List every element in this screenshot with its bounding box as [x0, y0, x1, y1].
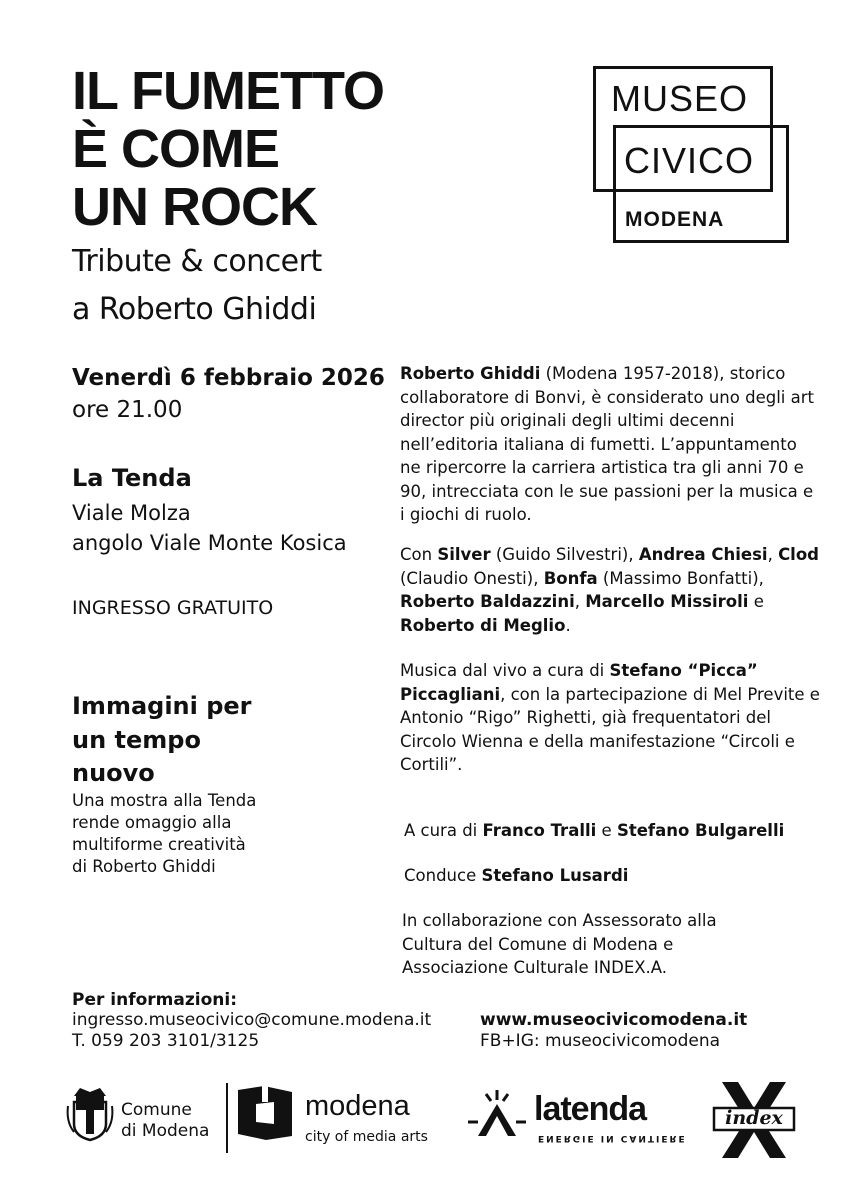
modena-tagline: city of media arts — [305, 1129, 428, 1145]
subtitle-line-2: a Roberto Ghiddi — [72, 292, 317, 327]
body-paragraph-1 — [400, 362, 820, 527]
modena-wordmark: modena — [305, 1090, 410, 1122]
latenda-tagline: ENERGIE IN CANTIERE — [538, 1133, 687, 1143]
title-line-3: UN ROCK — [72, 177, 317, 237]
event-address-2: angolo Viale Monte Kosica — [72, 531, 347, 555]
collaboration-text: In collaborazione con Assessorato alla Cultura del Comune di Modena e Associazione Culturale INDEX.A. — [402, 911, 717, 977]
exhibition-desc-2: rende omaggio alla — [72, 813, 232, 832]
event-date: Venerdì 6 febbraio 2026 — [72, 365, 385, 391]
body-paragraph-4 — [404, 819, 824, 843]
name-ghiddi: Roberto Ghiddi — [400, 364, 541, 383]
comune-name-1: Comune — [121, 1100, 192, 1120]
text-silver-real: (Guido Silvestri), — [490, 545, 639, 564]
exhibition-desc-4: di Roberto Ghiddi — [72, 857, 216, 876]
comune-crest-icon — [66, 1082, 114, 1144]
logo-line-2: CIVICO — [624, 140, 755, 181]
text-e-2: e — [596, 821, 617, 840]
body-paragraph-2 — [400, 543, 820, 637]
text-conduce: Conduce — [404, 866, 482, 885]
logo-line-1: MUSEO — [611, 78, 749, 119]
comune-name-2: di Modena — [121, 1121, 210, 1141]
name-piccagliani: Stefano “Picca” Piccagliani — [400, 661, 758, 704]
info-phone: T. 059 203 3101/3125 — [72, 1031, 260, 1051]
event-time: ore 21.00 — [72, 397, 183, 423]
exhibition-title-3: nuovo — [72, 759, 155, 787]
name-bonfa: Bonfa — [543, 568, 598, 588]
name-lusardi: Stefano Lusardi — [481, 866, 629, 885]
subtitle-line-1: Tribute & concert — [72, 244, 322, 279]
text-con: Con — [400, 545, 438, 564]
text-clod-real: (Claudio Onesti), — [400, 568, 544, 588]
index-wordmark: index — [725, 1107, 783, 1129]
name-silver: Silver — [437, 545, 491, 564]
exhibition-title-1: Immagini per — [72, 692, 252, 720]
name-baldazzini: Roberto Baldazzini — [400, 592, 575, 611]
body-paragraph-5 — [404, 864, 824, 888]
name-bulgarelli: Stefano Bulgarelli — [616, 821, 785, 840]
text-musica: Musica dal vivo a cura di — [400, 661, 610, 680]
text-a-cura: A cura di — [404, 821, 483, 840]
latenda-tent-icon — [466, 1086, 528, 1148]
title-line-2: È COME — [72, 119, 280, 179]
logo-line-3: MODENA — [625, 208, 725, 231]
info-social: FB+IG: museocivicomodena — [480, 1031, 721, 1051]
info-heading: Per informazioni: — [72, 990, 237, 1010]
title-line-1: IL FUMETTO — [72, 61, 384, 121]
body-paragraph-6 — [402, 909, 742, 980]
name-chiesi: Andrea Chiesi — [638, 545, 768, 564]
name-clod: Clod — [778, 545, 819, 564]
text-bonfa-real: (Massimo Bonfatti), — [597, 568, 764, 588]
sponsor-divider — [226, 1083, 228, 1153]
event-address-1: Viale Molza — [72, 501, 191, 525]
text-musica-rest: , con la partecipazione di Mel Previte e Antonio “Rigo” Righetti, già frequentatori del Circolo Wienna e della manifestazione “Circoli e Cortili”. — [400, 684, 820, 774]
text-e: e — [748, 592, 764, 611]
name-meglio: Roberto di Meglio — [400, 615, 566, 635]
info-email[interactable]: ingresso.museocivico@comune.modena.it — [72, 1010, 432, 1030]
exhibition-desc-1: Una mostra alla Tenda — [72, 791, 257, 810]
exhibition-title-2: un tempo — [72, 726, 201, 754]
text-comma: , — [767, 545, 779, 564]
text-comma-2: , — [574, 592, 586, 611]
modena-mark-icon — [236, 1084, 294, 1142]
text-dot: . — [565, 615, 571, 635]
exhibition-desc-3: multiforme creatività — [72, 835, 246, 854]
name-missiroli: Marcello Missiroli — [585, 592, 749, 611]
event-entry: INGRESSO GRATUITO — [72, 597, 274, 619]
latenda-wordmark: latenda — [534, 1090, 647, 1128]
bio-text: (Modena 1957-2018), storico collaboratore di Bonvi, è considerato uno degli art director più originali degli ultimi decenni nell’editoria italiana di fumetti. L’appuntamento ne ripercorre la carriera artistica tra gli anni 70 e 90, intrecciata con le sue passioni per la musica e i giochi di ruolo. — [400, 364, 814, 524]
info-website[interactable]: www.museocivicomodena.it — [480, 1010, 748, 1030]
body-paragraph-3 — [400, 659, 820, 777]
event-venue: La Tenda — [72, 464, 192, 492]
name-tralli: Franco Tralli — [482, 821, 597, 840]
